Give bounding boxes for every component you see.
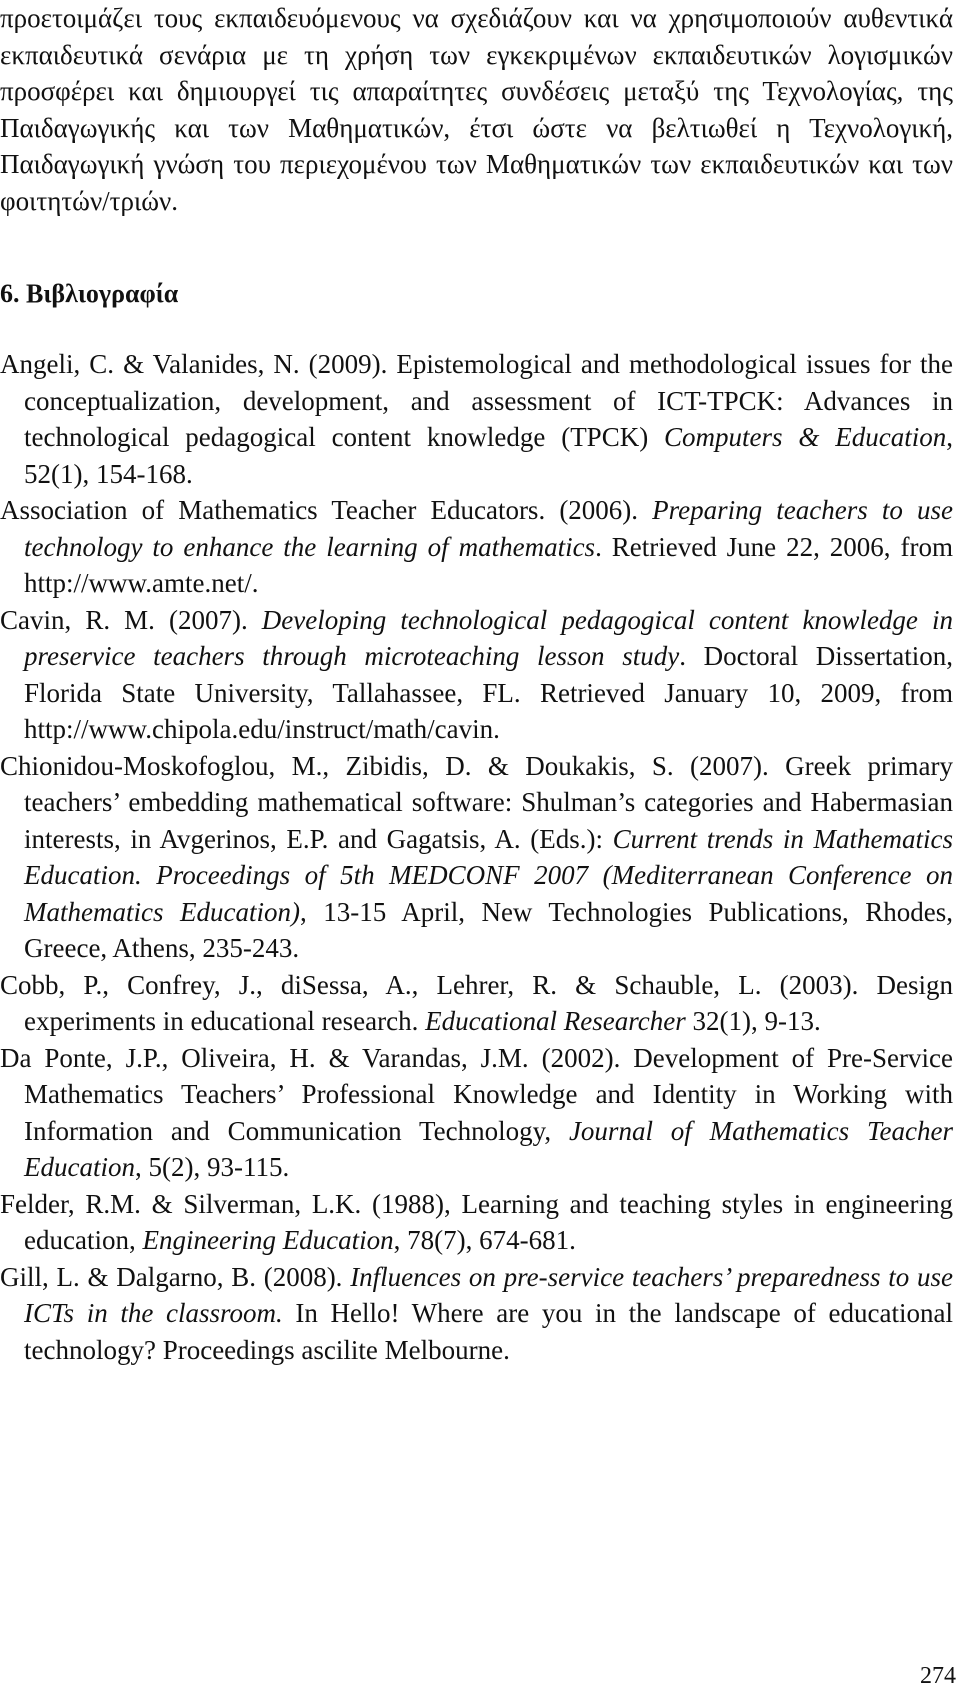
reference-text: Cobb, P., Confrey, J., diSessa, A., Lehrer, R. & Schauble, L. (2003). Design experiments in educational research.: [0, 969, 953, 1036]
reference-title: Educational Researcher: [425, 1006, 686, 1036]
reference-text: Cavin, R. M. (2007).: [0, 604, 262, 635]
section-heading: 6. Βιβλιογραφία: [0, 279, 179, 308]
reference-list: [0, 346, 953, 1368]
reference-title: Computers & Education: [664, 422, 947, 452]
reference-text: Da Ponte, J.P., Oliveira, H. & Varandas, J.M. (2002). Development of Pre-Service Mathematics Teachers’ Professional Knowledge and Identity in Working with Information and Communication Technology,: [0, 1042, 953, 1146]
reference-text: . Retrieved June 22, 2006, from http://www.amte.net/.: [24, 531, 953, 598]
reference-title: Preparing teachers to use technology to enhance the learning of mathematics: [24, 495, 953, 562]
reference-text: Association of Mathematics Teacher Educators. (2006).: [0, 495, 653, 525]
reference-text: . Doctoral Dissertation, Florida State University, Tallahassee, FL. Retrieved January 10, 2009, from http://www.chipola.edu/instruct/math/cavin.: [24, 641, 953, 744]
reference-text: Felder, R.M. & Silverman, L.K. (1988), Learning and teaching styles in engineering education,: [0, 1188, 953, 1255]
reference-title: Developing technological pedagogical content knowledge in preservice teachers through microteaching lesson study: [24, 604, 953, 671]
reference-text: , 52(1), 154-168.: [24, 422, 953, 489]
reference-item: [0, 748, 953, 967]
intro-paragraph: προετοιμάζει τους εκπαιδευόμενους να σχεδιάζουν και να χρησιμοποιούν αυθεντικά εκπαιδευτικά σενάρια με τη χρήση των εγκεκριμένων εκπαιδευτικών λογισμικών προσφέρει και δημιουργεί τις απαραίτητες συνδέσεις μεταξύ της Τεχνολογίας, της Παιδαγωγικής και των Μαθηματικών, έτσι ώστε να βελτιωθεί η Τεχνολογική, Παιδαγωγική γνώση του περιεχομένου των Μαθηματικών των εκπαιδευτικών και των φοιτητών/τριών.: [0, 3, 953, 216]
reference-title: Engineering Education: [142, 1225, 394, 1255]
reference-title: Journal of Mathematics Teacher Education: [24, 1115, 953, 1182]
reference-item: [0, 1186, 953, 1259]
page-number: 274: [920, 1663, 956, 1689]
reference-text: , 13-15 April, New Technologies Publications, Rhodes, Greece, Athens, 235-243.: [24, 896, 953, 963]
reference-text: 32(1), 9-13.: [685, 1006, 821, 1036]
reference-item: [0, 967, 953, 1040]
reference-title: Current trends in Mathematics Education. Proceedings of 5th MEDCONF 2007 (Mediterranean Conference on Mathematics Education): [24, 823, 953, 927]
reference-text: In Hello! Where are you in the landscape of educational technology? Proceedings ascilite Melbourne.: [24, 1298, 953, 1365]
reference-text: Gill, L. & Dalgarno, B. (2008).: [0, 1261, 351, 1292]
reference-item: [0, 346, 953, 492]
reference-item: [0, 492, 953, 602]
reference-title: Influences on pre-service teachers’ preparedness to use ICTs in the classroom.: [24, 1261, 953, 1328]
reference-text: , 5(2), 93-115.: [134, 1152, 290, 1182]
reference-item: [0, 1040, 953, 1186]
reference-text: , 78(7), 674-681.: [393, 1225, 576, 1255]
reference-text: Angeli, C. & Valanides, N. (2009). Epistemological and methodological issues for the conceptualization, development, and assessment of ICT-TPCK: Advances in technological pedagogical content knowledge (TPCK): [0, 349, 953, 452]
reference-item: [0, 602, 953, 748]
reference-item: [0, 1259, 953, 1369]
reference-text: Chionidou-Moskofoglou, M., Zibidis, D. & Doukakis, S. (2007). Greek primary teachers’ embedding mathematical software: Shulman’s categories and Habermasian interests, in Avgerinos, E.P. and Gagatsis, A. (Eds.):: [0, 750, 953, 854]
